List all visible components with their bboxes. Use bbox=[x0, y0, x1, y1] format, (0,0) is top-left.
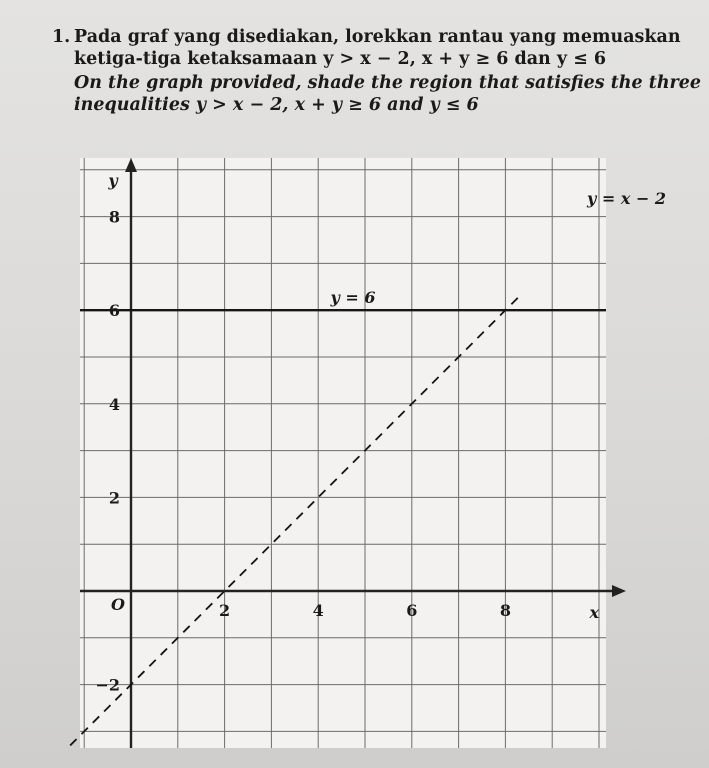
x-tick-label: 8 bbox=[499, 601, 511, 620]
origin-label: O bbox=[111, 595, 125, 614]
x-axis-arrow-icon bbox=[612, 585, 626, 597]
question-english-line-2: inequalities y > x − 2, x + y ≥ 6 and y ≤ 6 bbox=[74, 95, 479, 115]
y-tick-label: 8 bbox=[108, 207, 120, 227]
line-y-eq-x-minus-2-label: y = x − 2 bbox=[587, 189, 667, 208]
question-malay-line-1: Pada graf yang disediakan, lorekkan rantau yang memuaskan bbox=[74, 27, 681, 47]
x-tick-label: 6 bbox=[406, 601, 418, 620]
y-tick-label: −2 bbox=[95, 675, 120, 695]
y-tick-label: 6 bbox=[108, 301, 120, 321]
question-malay-line-2: ketiga-tiga ketaksamaan y > x − 2, x + y ≥ 6 dan y ≤ 6 bbox=[74, 49, 607, 69]
x-tick-label: 2 bbox=[219, 601, 231, 620]
y-tick-label: 2 bbox=[108, 488, 120, 508]
graph-paper bbox=[80, 158, 606, 748]
x-axis-label: x bbox=[589, 603, 600, 622]
question-english-line-1: On the graph provided, shade the region that satisfies the three bbox=[74, 73, 702, 93]
line-y-eq-6-label: y = 6 bbox=[330, 288, 376, 308]
y-axis-label: y bbox=[108, 171, 118, 190]
y-tick-label: 4 bbox=[108, 394, 120, 414]
x-tick-label: 4 bbox=[312, 601, 324, 620]
question-number: 1. bbox=[52, 27, 71, 47]
